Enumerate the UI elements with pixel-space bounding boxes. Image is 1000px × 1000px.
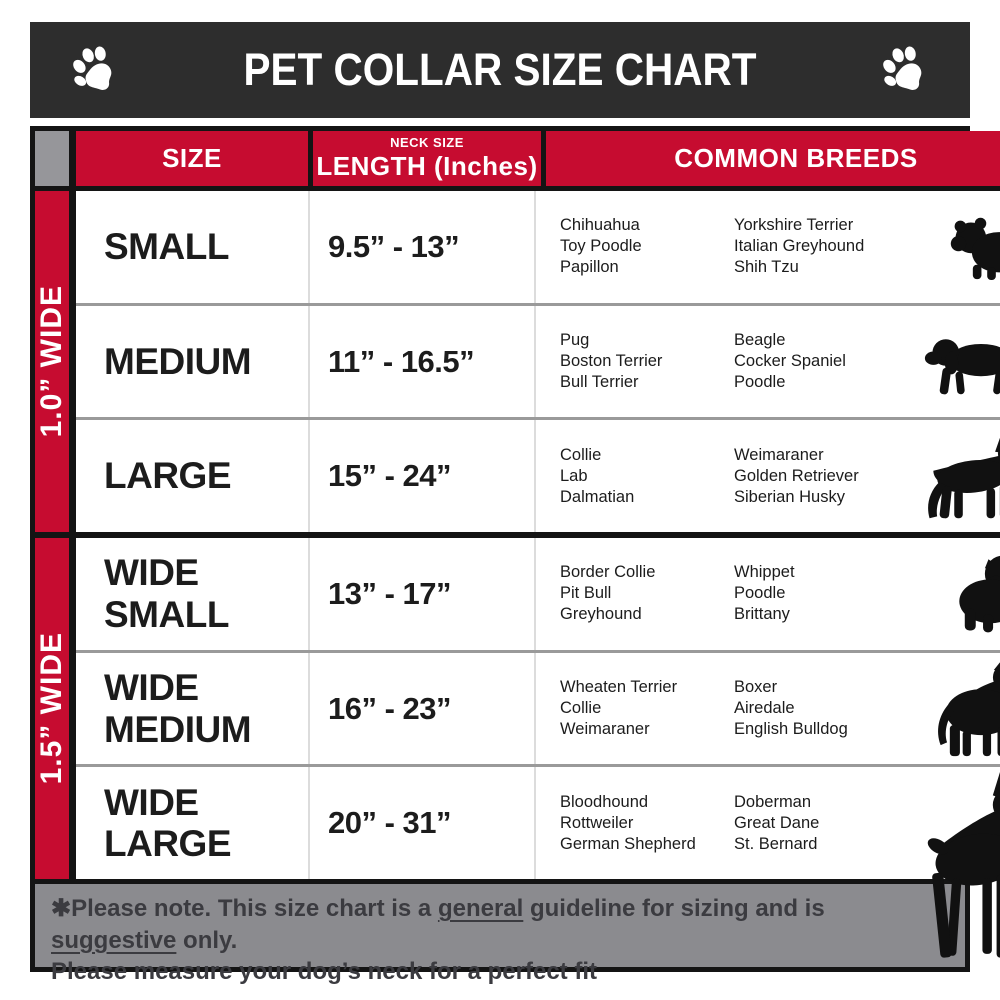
width-label-1-inch: 1.0” WIDE xyxy=(35,285,68,438)
size-header-label: SIZE xyxy=(162,143,222,173)
doberman-silhouette-icon xyxy=(902,769,1000,969)
size-value: SMALL xyxy=(104,226,229,268)
breed-list: Weimaraner Golden Retriever Siberian Husky xyxy=(734,445,859,506)
breed-list: Wheaten Terrier Collie Weimaraner xyxy=(560,677,678,739)
length-inches-label: LENGTH (Inches) xyxy=(316,151,538,181)
neck-range-value: 15” - 24” xyxy=(328,458,452,494)
neck-range-value: 9.5” - 13” xyxy=(328,228,460,264)
table-row-small xyxy=(76,191,1000,303)
breed-list: Bloodhound Rottweiler German Shepherd xyxy=(560,792,696,853)
bulldog-silhouette-icon xyxy=(950,552,1000,636)
breed-list: Beagle Cocker Spaniel Poodle xyxy=(734,330,846,392)
width-band-1-5-inch xyxy=(35,532,69,879)
table-row-wide-medium xyxy=(76,650,1000,765)
column-header-row xyxy=(76,131,1000,191)
breed-list: Chihuahua Toy Poodle Papillon xyxy=(560,216,642,277)
sidebar-spacer xyxy=(35,131,69,191)
size-value: WIDE LARGE xyxy=(104,781,231,865)
breed-list: Border Collie Pit Bull Greyhound xyxy=(560,563,656,624)
width-label-1-5-inch: 1.5” WIDE xyxy=(35,632,68,785)
breed-list: Doberman Great Dane St. Bernard xyxy=(734,792,820,853)
paw-icon xyxy=(878,43,932,97)
neck-range-value: 16” - 23” xyxy=(328,690,452,726)
neck-range-value: 13” - 17” xyxy=(328,575,452,611)
header-band xyxy=(30,22,970,118)
neck-range-value: 20” - 31” xyxy=(328,805,452,841)
size-value: LARGE xyxy=(104,455,231,497)
pit-bull-silhouette-icon xyxy=(924,659,1000,758)
column-header-breeds xyxy=(546,131,1000,186)
table-rows xyxy=(76,191,1000,879)
neck-range-value: 11” - 16.5” xyxy=(328,343,475,379)
size-value: WIDE SMALL xyxy=(104,552,229,635)
table-row-wide-small xyxy=(76,532,1000,650)
common-breeds-label: COMMON BREEDS xyxy=(674,143,918,173)
paw-icon xyxy=(68,43,122,97)
size-value: WIDE MEDIUM xyxy=(104,667,252,750)
breed-list: Pug Boston Terrier Bull Terrier xyxy=(560,330,663,392)
table-row-wide-large xyxy=(76,764,1000,879)
breed-list: Yorkshire Terrier Italian Greyhound Shih Tzu xyxy=(734,216,865,277)
footer-note-line2: Please measure your dog’s neck for a perfect fit xyxy=(51,958,597,986)
table-row-medium xyxy=(76,303,1000,418)
breed-list: Collie Lab Dalmatian xyxy=(560,445,635,506)
breed-list: Whippet Poodle Brittany xyxy=(734,563,795,624)
footer-note-line1: ✱Please note. This size chart is a general guideline for sizing and is suggestive only. xyxy=(51,895,825,954)
table-row-large xyxy=(76,417,1000,532)
breed-list: Boxer Airedale English Bulldog xyxy=(734,677,848,739)
neck-size-label: NECK SIZE xyxy=(390,135,464,150)
width-band-1-inch xyxy=(35,191,69,532)
table-body-area xyxy=(76,131,1000,879)
size-chart-table xyxy=(30,126,970,884)
beagle-silhouette-icon xyxy=(922,324,1000,400)
column-header-size xyxy=(76,131,308,186)
column-header-length xyxy=(313,131,541,186)
size-value: MEDIUM xyxy=(104,340,252,382)
page-title: PET COLLAR SIZE CHART xyxy=(243,44,757,95)
footer-note xyxy=(30,884,970,986)
german-shepherd-silhouette-icon xyxy=(918,429,1000,524)
width-sidebar xyxy=(35,131,76,879)
shih-tzu-silhouette-icon xyxy=(946,211,1000,282)
